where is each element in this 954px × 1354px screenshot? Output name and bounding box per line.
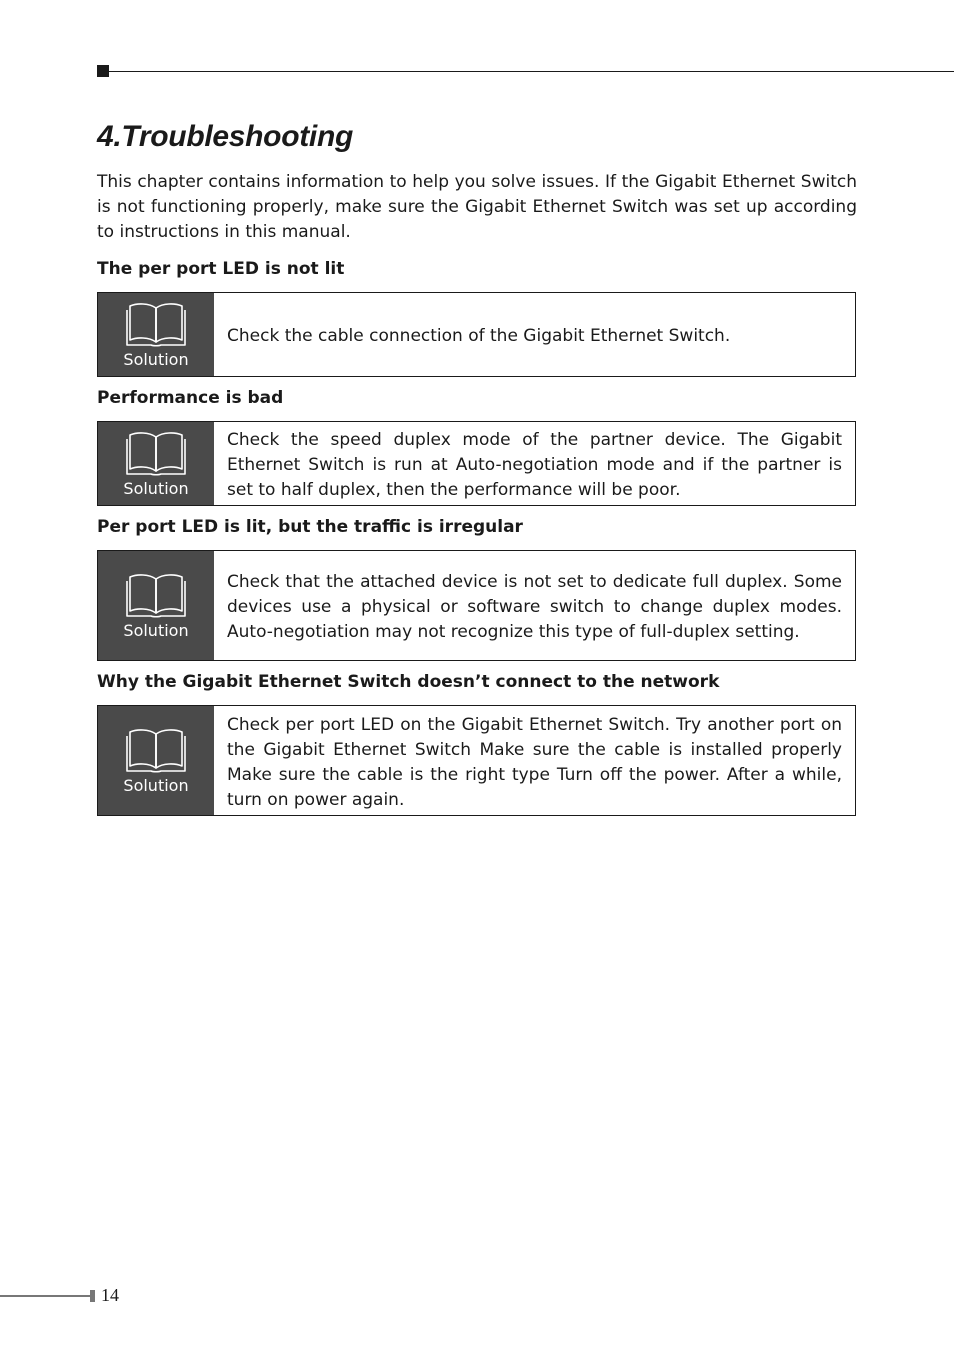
solution-box	[97, 705, 856, 816]
book-icon	[125, 726, 187, 774]
section-heading: Per port LED is lit, but the traffic is irregular	[97, 517, 523, 537]
intro-paragraph: This chapter contains information to help you solve issues. If the Gigabit Ethernet Switch is not functioning properly, make sure the Gigabit Ethernet Switch was set up according to instructions in this manual.	[97, 172, 857, 242]
book-icon	[125, 300, 187, 348]
solution-badge	[98, 706, 214, 815]
solution-badge	[98, 293, 214, 376]
header-rule	[109, 71, 954, 72]
solution-badge	[98, 422, 214, 505]
section-heading: The per port LED is not lit	[97, 259, 345, 279]
page-title: 4.Troubleshooting	[97, 120, 354, 153]
solution-text: Check per port LED on the Gigabit Ethernet Switch. Try another port on the Gigabit Ethernet Switch Make sure the cable is installed properly Make sure the cable is the right type Turn off the power. After a while, turn on power again.	[227, 714, 842, 810]
book-icon	[125, 571, 187, 619]
solution-text: Check that the attached device is not set to dedicate full duplex. Some devices use a physical or software switch to change duplex modes. Auto-negotiation may not recognize this type of full-duplex setting.	[227, 572, 842, 642]
book-icon	[125, 429, 187, 477]
solution-badge	[98, 551, 214, 660]
page-number: 14	[101, 1285, 119, 1305]
header-square-marker	[97, 65, 109, 77]
section-heading: Why the Gigabit Ethernet Switch doesn’t connect to the network	[97, 672, 720, 692]
solution-text: Check the cable connection of the Gigabit Ethernet Switch.	[227, 326, 731, 346]
solution-box	[97, 421, 856, 506]
solution-box	[97, 550, 856, 661]
solution-label: Solution	[123, 478, 189, 498]
solution-label: Solution	[123, 349, 189, 369]
solution-label: Solution	[123, 775, 189, 795]
section-heading: Performance is bad	[97, 388, 284, 408]
footer-marker	[90, 1290, 95, 1302]
solution-box	[97, 292, 856, 377]
solution-text: Check the speed duplex mode of the partner device. The Gigabit Ethernet Switch is run at Auto-negotiation mode and if the partner is set to half duplex, then the performance will be poor.	[227, 430, 842, 500]
solution-label: Solution	[123, 620, 189, 640]
footer-rule	[0, 1295, 90, 1297]
